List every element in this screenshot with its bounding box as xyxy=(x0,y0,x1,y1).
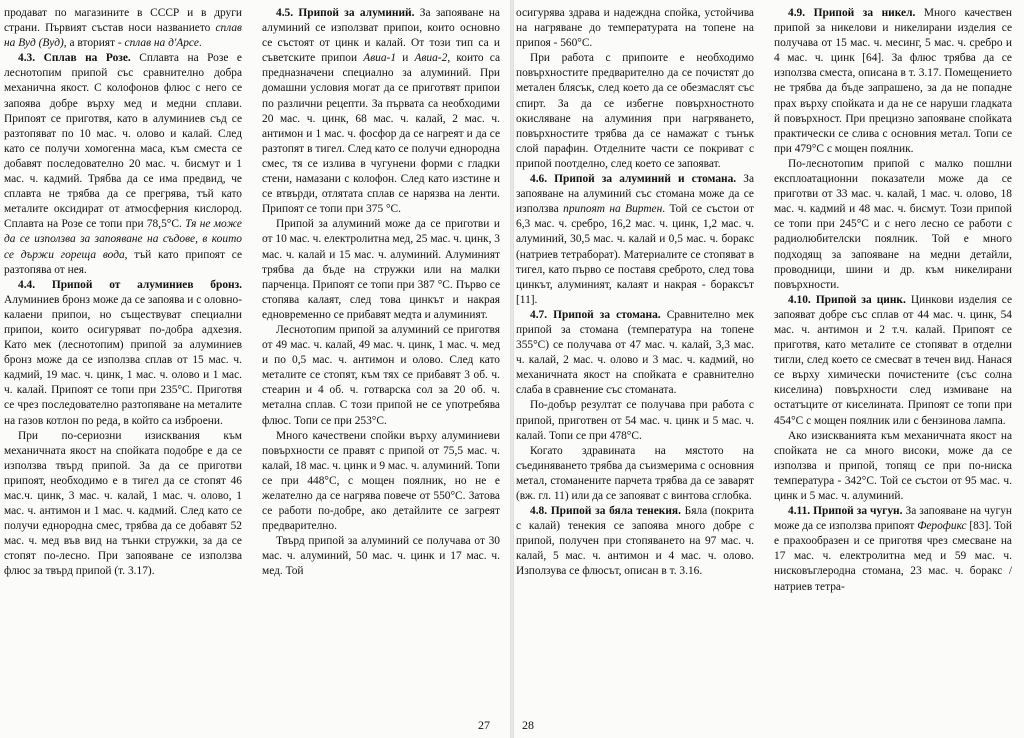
section-4-7: 4.7. Припой за стомана. Сравнително мек припой за стомана (температура на топене 355°С) се получава от 47 мас. ч. калай, 3,3 мас. ч. калай, 2 мас. ч. олово и 3 мас. ч. кадмий, но механичната якост на спойката е сравнително слаба в сравнение със стоманата. xyxy=(516,308,754,397)
column-4 xyxy=(774,6,1012,706)
page-number-left: 27 xyxy=(478,718,490,732)
section-heading: 4.8. Припой за бяла тенекия. xyxy=(530,505,681,518)
section-heading: 4.4. Припой от алуминиев бронз. xyxy=(18,278,242,291)
section-4-5: 4.5. Припой за алуминий. За запояване на алуминий се използват припои, които основно се състоят от цинк и калай. От този тип са и съветските припои Авиа-1 и Авиа-2, които са предназначени специално за алуминий. При домашни условия могат да се приготвят припои по различни рецепти. За първата са необходими 20 мас. ч. цинк, 68 мас. ч. калай, 2 мас. ч. антимон и 1 мас. ч. фосфор да се нагреят и да се разтопят в тигел. След като се получи еднородна смес, тя се излива в чугунени форми с гладки стени, намазани с колофон. След като изстине и се втвърди, отлятата сплав се нарязва на ленти. Припоят се топи при 375 °С. xyxy=(262,7,500,216)
paragraph: Леснотопим припой за алуминий се приготвя от 49 мас. ч. калай, 49 мас. ч. цинк, 1 мас. ч. мед и по 0,5 мас. ч. антимон и олово. След като металите се стопят, към тях се прибавят 3 об. ч. стеарин и 4 об. ч. готварска сол за 20 об. ч. метална сплав. С този припой не се употребява флюс. Топи се при 253°С. xyxy=(262,323,500,427)
section-4-8: 4.8. Припой за бяла тенекия. Бяла (покрита с калай) тенекия се запоява много добре с припой, получен при стопяването на 97 мас. ч. калай, 5 мас. ч. антимон и 4 мас. ч. олово. Използува се флюсът, описан в т. 3.16. xyxy=(516,505,754,578)
section-heading: 4.6. Припой за алуминий и стомана. xyxy=(530,173,737,186)
section-4-3: 4.3. Сплав на Розе. Сплавта на Розе е леснотопим припой със сравнително добра механична якост. С колофонов флюс с него се запоява добре върху мед и медни сплави. Припоят се приготвя, като в алуминиев съд се разтопяват по 10 мас. ч. олово и калай. След като се получи хомогенна маса, към сместа се добавят последователно 20 мас. ч. бисмут и 1 мас. ч. кадмий. Трябва да се има предвид, че сплавта не трябва да се прегрява, тъй като металите оксидират от атмосферния кислород. Сплавта на Розе се топи при 78,5°С. Тя не може да се използва за запояване на съдове, в които се държи гореща вода, тъй като припоят се разтопява от нея. xyxy=(4,52,242,276)
section-heading: 4.11. Припой за чугун. xyxy=(788,505,903,518)
section-heading: 4.7. Припой за стомана. xyxy=(530,308,661,321)
paragraph: Припой за алуминий може да се приготви и от 10 мас. ч. електролитна мед, 25 мас. ч. цинк, 3 мас. ч. калай и 15 мас. ч. алуминий. Алуминият трябва да бъде на стружки или на малки парченца. Припоят се топи при 387 °С. Първо се стопява калаят, след това цинкът и накрая едновременно се прибавят медта и алуминият. xyxy=(262,218,500,321)
paragraph: Когато здравината на мястото на съединяването трябва да съизмерима с основния метал, стоманените парчета трябва да се заварят (вж. гл. 11) или да се запояват с винтова сглобка. xyxy=(516,444,754,502)
section-4-9: 4.9. Припой за никел. Много качествен припой за никелови и никелирани изделия се получава от 15 мас. ч. месинг, 5 мас. ч. сребро и 4 мас. ч. цинк [64]. За флюс трябва да се използва сместа, описана в т. 3.17. Помещението не трябва да бъде запрашено, за да не попадне прах върху спойката и да не се наруши гладката й повърхност. При прецизно запояване спойката практически се слива с основния метал. Топи се при 479°С с мощен поялник. xyxy=(774,7,1012,155)
section-heading: 4.9. Припой за никел. xyxy=(788,7,916,19)
paragraph: Много качествени спойки върху алуминиеви повърхности се правят с припой от 75,5 мас. ч. калай, 18 мас. ч. цинк и 9 мас. ч. алуминий. Топи се при 448°С, с мощен поялник, но не е желателно да се нагрява повече от 550°С. Затова се работи по-добре, ако детайлите се загреят предварително. xyxy=(262,429,500,533)
book-gutter xyxy=(510,0,514,738)
paragraph: По-добър резултат се получава при работа с припой, приготвен от 54 мас. ч. цинк и 5 мас. ч. калай. Топи се при 478°С. xyxy=(516,399,754,442)
paragraph: Твърд припой за алуминий се получава от 30 мас. ч. алуминий, 50 мас. ч. цинк и 17 мас. ч. мед. Той xyxy=(262,535,500,578)
paragraph: При по-сериозни изисквания към механичната якост на спойката подобре е да се използва твърд припой. За да се приготви припоят, необходимо е в тигел да се стопят 46 мас.ч. цинк, 3 мас. ч. калай, 1 мас. ч. олово, 1 мас. ч. антимон и 1 мас. ч. кадмий. След като се получи еднородна смес, трябва да се добавят 52 мас. ч. мед във вид на тънки стружки, за да се стопят по-лесно. При запояване се използва флюс за твърд припой (т. 3.17). xyxy=(4,429,242,578)
section-4-4: 4.4. Припой от алуминиев бронз. Алуминиев бронз може да се запоява и с оловно-калаени припои, но съществуват специални припои, които осигуряват по-добра адхезия. Като мек (леснотопим) припой за алуминиев бронз може да се използва сплав от 15 мас. ч. кадмий, 19 мас. ч. цинк, 1 мас. ч. олово и 1 мас. ч. калай. Припоят се топи при 235°С. Приготвя се чрез последователно разтопяване на металите на газов котлон по реда, в който са изброени. xyxy=(4,278,242,427)
section-4-10: 4.10. Припой за цинк. Цинкови изделия се запояват добре със сплав от 44 мас. ч. цинк, 54 мас. ч. антимон и 2 т.ч. калай. Припоят се приготвя, като металите се стопяват в отделни тигли, след което се смесват в течен вид. Нанася се върху химически почистените (със солна киселина) повърхности след измиване на остатъците от киселината. Припоят се топи при 454°С с мощен поялник или с бензинова лампа. xyxy=(774,293,1012,427)
paragraph: Ако изискванията към механичната якост на спойката не са много високи, може да се използва и припой, топящ се при по-ниска температура - 342°С. Той се състои от 95 мас. ч. цинк и 5 мас. ч. алуминий. xyxy=(774,429,1012,502)
section-4-11: 4.11. Припой за чугун. За запояване на чугун може да се използва припоят Ферофикс [83]. Той е прахообразен и се приготвя чрез смесване на 17 мас. ч. електролитна мед и 59 мас. ч. нисковъглеродна стомана, 23 мас. ч. боракс /натриев тетра- xyxy=(774,505,1012,593)
page-number-right: 28 xyxy=(522,718,534,732)
paragraph: По-леснотопим припой с малко пошлни експлоатационни показатели може да се приготви от 33 мас. ч. калай, 1 мас. ч. олово, 18 мас. ч. кадмий и 48 мас. ч. бисмут. Този припой се топи при 245°С и с него лесно се работи с радиолюбителски поялник. Той е много подходящ за запояване на медни детайли, проводници, шини и др. към никелирани повърхности. xyxy=(774,157,1012,291)
paragraph: продават по магазините в СССР и в други страни. Първият състав носи названието сплав на Вуд (Вуд), а вторият - сплав на д'Арсе. xyxy=(4,7,242,50)
column-3 xyxy=(516,6,754,706)
section-4-6: 4.6. Припой за алуминий и стомана. За запояване на алуминий със стомана може да се използва припоят на Виртен. Той се състои от 6,3 мас. ч. сребро, 16,2 мас. ч. цинк, 1,2 мас. ч. алуминий, 30,5 мас. ч. калай и 0,5 мас. ч. боракс (натриев тетраборат). Материалите се стопяват в тигел, като първо се поставя среброто, след това цинкът, алуминият, калаят и накрая - бораксът [11]. xyxy=(516,173,754,306)
paragraph: осигурява здрава и надеждна спойка, устойчива на нагряване до температурата на топене на припоя - 560°С. xyxy=(516,7,754,50)
section-heading: 4.3. Сплав на Розе. xyxy=(18,52,131,65)
paragraph: При работа с припоите е необходимо повърхностите предварително да се почистят до метален блясък, след което да се обезмаслят със спирт. За да се избегне повърхностното окисляване на алуминия при нагряването, повърхностите трябва да се намажат с тънък слой парафин. Отделните части се покриват с припой поотделно, след което се запояват. xyxy=(516,52,754,170)
section-heading: 4.10. Припой за цинк. xyxy=(788,293,906,306)
section-heading: 4.5. Припой за алуминий. xyxy=(276,7,415,19)
column-1 xyxy=(4,6,242,706)
column-2 xyxy=(262,6,500,706)
